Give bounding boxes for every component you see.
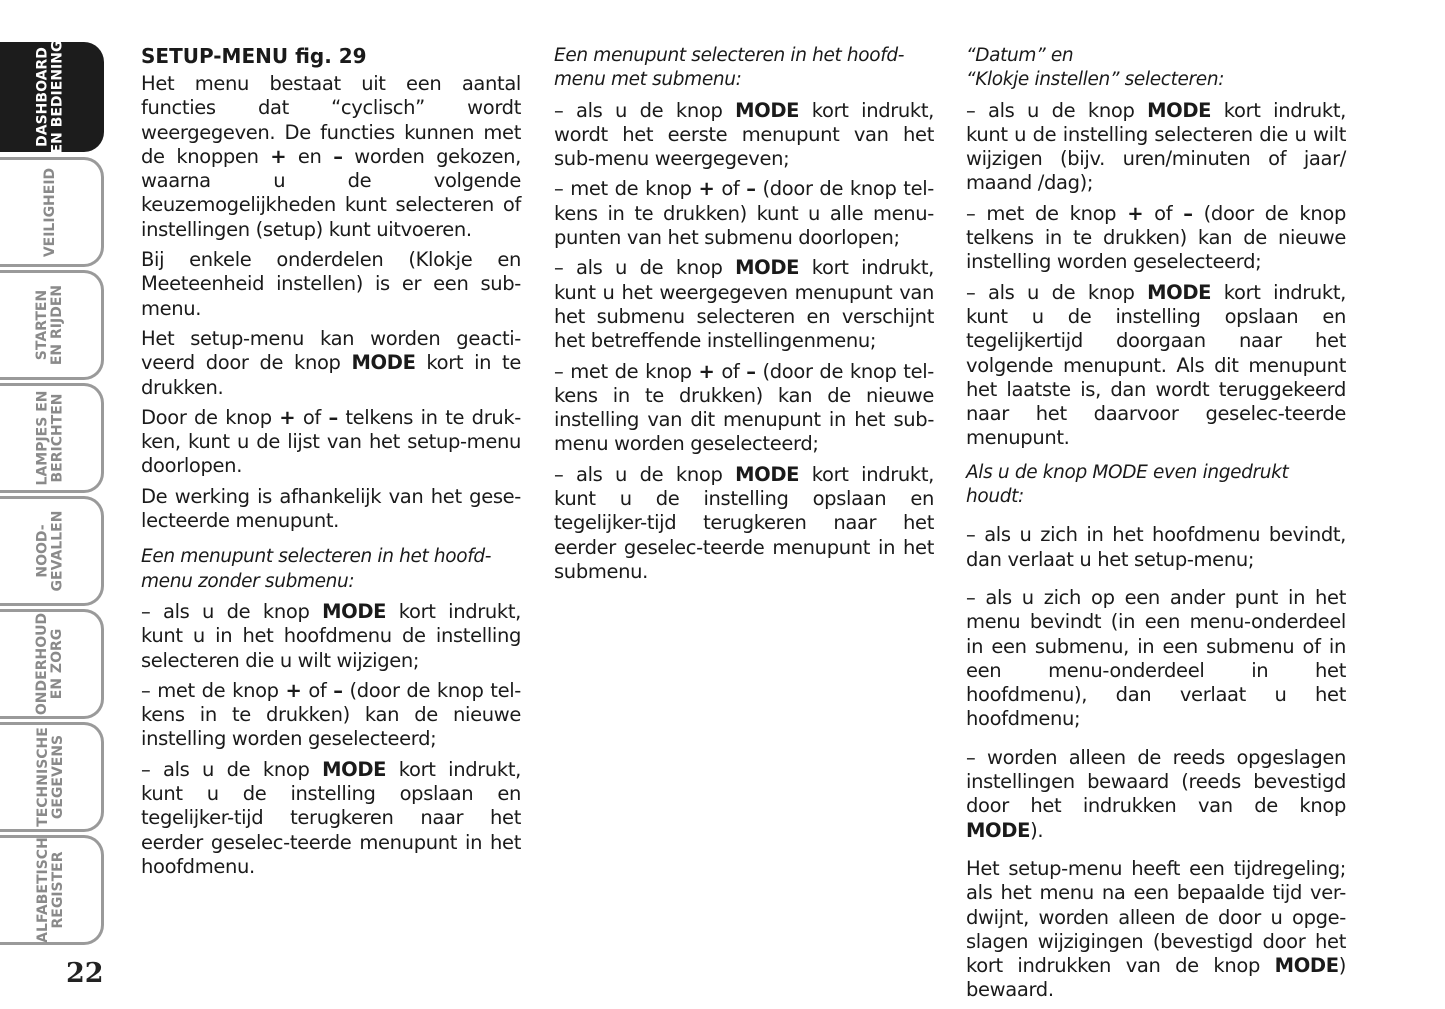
list-item: – als u de knop MODE kort indrukt, kunt u de instelling opslaan en tegelijkertijd doorgaan naar het volgende menupunt. Als dit menupunt het laatste is, dan wordt teruggekeerd naar het daarvoor geselec-teerde menupunt.	[966, 280, 1346, 450]
text-column-3	[966, 44, 1346, 1009]
paragraph: Door de knop + of – telkens in te druk-ken, kunt u de lijst van het setup-menu doorlopen.	[141, 405, 521, 478]
tab-label	[36, 837, 66, 943]
paragraph: Bij enkele onderdelen (Klokje en Meeteenheid instellen) is er een sub-menu.	[141, 248, 521, 320]
paragraph: Het setup-menu heeft een tijdregeling; als het menu na een bepaalde tijd ver-dwijnt, worden alleen de door u opge-slagen wijzigingen (bevestigd door het kort indrukken van de knop MODE) bewaard.	[966, 856, 1346, 1002]
list-item: – met de knop + of – (door de knop telkens in te drukken) kan de nieuwe instelling worden geselecteerd;	[966, 201, 1346, 274]
tab-label	[36, 511, 66, 592]
list-item: – als u de knop MODE kort indrukt, kunt u het weergegeven menupunt van het submenu selecteren en verschijnt het betreffende instellingenmenu;	[554, 256, 934, 353]
list-item: – als u de knop MODE kort indrukt, kunt u de instelling opslaan en tegelijker-tijd terugkeren naar het eerder geselec-teerde menupunt in het hoofdmenu.	[141, 757, 521, 878]
tab-label-line1: LAMPJES EN	[34, 390, 51, 486]
subheading: “Klokje instellen” selecteren:	[966, 69, 1225, 91]
page-number: 22	[66, 958, 104, 989]
tab-dashboard-en-bediening[interactable]	[0, 42, 104, 152]
list-item: – met de knop + of – (door de knop tel-kens in te drukken) kunt u alle menu-punten van het submenu doorlopen;	[554, 177, 934, 250]
tab-label-line1: ONDERHOUD	[34, 612, 51, 716]
subheading: Een menupunt selecteren in het hoofd-menu zonder submenu:	[141, 546, 492, 592]
paragraph: De werking is afhankelijk van het gese-lecteerde menupunt.	[141, 484, 521, 533]
tab-label-line1: ALFABETISCH	[34, 837, 51, 943]
tab-label-line2: EN BEDIENING	[49, 40, 66, 154]
tab-noodgevallen[interactable]	[0, 496, 104, 606]
tab-label-line2: GEVALLEN	[49, 510, 66, 592]
tab-lampjes-en-berichten[interactable]	[0, 383, 104, 493]
list-item: – als u de knop MODE kort indrukt, kunt u in het hoofdmenu de instelling selecteren die u wilt wijzigen;	[141, 599, 521, 672]
list-item: – met de knop + of – (door de knop tel-kens in te drukken) kan de nieuwe instelling van dit menupunt in het sub-menu worden geselecteerd;	[554, 359, 934, 456]
list-item: – als u de knop MODE kort indrukt, kunt u de instelling opslaan en tegelijker-tijd terugkeren naar het eerder geselec-teerde menupunt in het submenu.	[554, 462, 934, 583]
tab-label	[36, 613, 66, 715]
text-column-1	[141, 44, 521, 885]
tab-label	[36, 41, 66, 154]
paragraph: Het menu bestaat uit een aantal functies dat “cyclisch” wordt weergegeven. De functies kunnen met de knoppen + en – worden gekozen, waarna u de volgende keuzemogelijkheden kunt selecteren of instellingen (setup) kunt uitvoeren.	[141, 72, 521, 241]
tab-label-line2: GEGEVENS	[49, 734, 66, 820]
tab-label-line2: EN RIJDEN	[49, 284, 66, 366]
tab-starten-en-rijden[interactable]	[0, 270, 104, 380]
tab-label-line2: EN ZORG	[49, 628, 66, 700]
list-item: – als u de knop MODE kort indrukt, wordt het eerste menupunt van het sub-menu weergegeven;	[554, 98, 934, 171]
subheading: “Datum” en	[966, 45, 1074, 66]
tab-label-line1: TECHNISCHE	[34, 727, 51, 827]
tab-label-line2: REGISTER	[49, 851, 66, 929]
subheading: Als u de knop MODE even ingedrukt houdt:	[966, 461, 1289, 508]
tab-label	[35, 285, 65, 365]
subheading: Een menupunt selecteren in het hoofd-menu met submenu:	[554, 45, 905, 91]
tab-alfabetisch-register[interactable]	[0, 835, 104, 945]
tab-technische-gegevens[interactable]	[0, 722, 104, 832]
text-column-2	[554, 44, 934, 590]
tab-label-line1: STARTEN	[34, 289, 51, 361]
list-item: – worden alleen de reeds opgeslagen instellingen bewaard (reeds bevestigd door het indrukken van de knop MODE).	[966, 745, 1346, 842]
tab-label-line1: DASHBOARD	[34, 47, 51, 147]
tab-veiligheid[interactable]	[0, 157, 104, 267]
list-item: – als u zich op een ander punt in het menu bevindt (in een menu-onderdeel in een submenu, in een submenu of in een menu-onderdeel in het hoofdmenu), dan verlaat u het hoofdmenu;	[966, 585, 1346, 731]
tab-label-line1: VEILIGHEID	[42, 167, 58, 257]
tab-onderhoud-en-zorg[interactable]	[0, 609, 104, 719]
paragraph: Het setup-menu kan worden geacti-veerd door de knop MODE kort in te drukken.	[141, 326, 521, 399]
list-item: – als u de knop MODE kort indrukt, kunt u de instelling selecteren die u wilt wijzigen (bijv. uren/minuten of jaar/ maand /dag);	[966, 98, 1346, 195]
section-title: SETUP-MENU fig. 29	[141, 44, 367, 68]
tab-label	[35, 727, 65, 827]
list-item: – als u zich in het hoofdmenu bevindt, dan verlaat u het setup-menu;	[966, 523, 1346, 571]
tab-label	[36, 391, 66, 486]
tab-label-line1: NOOD-	[34, 524, 51, 578]
tab-label-line2: BERICHTEN	[49, 393, 66, 483]
list-item: – met de knop + of – (door de knop tel-kens in te drukken) kan de nieuwe instelling worden geselecteerd;	[141, 678, 521, 751]
tab-label	[43, 167, 58, 256]
